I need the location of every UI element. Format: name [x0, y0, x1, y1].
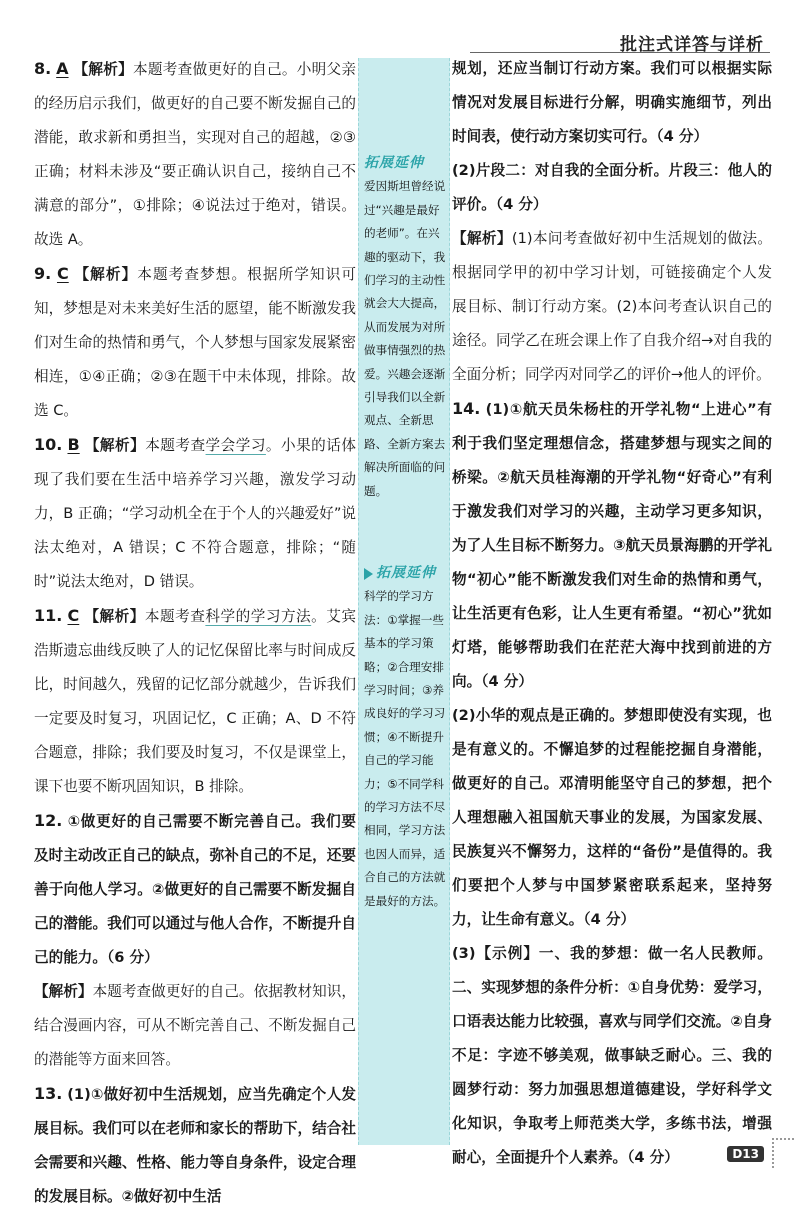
analysis-text: 本题考查做更好的自己。依据教材知识，结合漫画内容，可从不断完善自己、不断发掘自己的潜能等方面来回答。 — [34, 983, 356, 1068]
analysis-text: 本题考查 — [145, 437, 206, 454]
answer-text: (1)①航天员朱杨柱的开学礼物“上进心”有利于我们坚定理想信念，搭建梦想与现实之间的桥梁。②航天员桂海潮的开学礼物“好奇心”有利于激发我们对学习的兴趣，主动学习更多知识，为了人生目标不断努力。③航天员景海鹏的开学礼物“初心”能不断激发我们对生命的热情和勇气，让生活更有色彩，让人生更有希望。“初心”犹如灯塔，能够帮助我们在茫茫大海中找到前进的方向。 — [452, 401, 772, 690]
score: （6 分） — [106, 949, 159, 966]
extension-box-1 — [364, 152, 446, 503]
analysis-tag: 【解析】 — [84, 437, 146, 454]
analysis-text: 本题考查做更好的自己。小明父亲的经历启示我们，做更好的自己要不断发掘自己的潜能，敢求新和勇担当，实现对自己的超越，②③正确；材料未涉及“要正确认识自己，接纳自己不满意的部分”，①排除；④说法过于绝对，错误。故选 A。 — [34, 61, 356, 248]
answer-text: (1)①做好初中生活规划，应当先确定个人发展目标。我们可以在老师和家长的帮助下，结合社会需要和兴趣、性格、能力等自身条件，设定合理的发展目标。②做好初中生活 — [34, 1086, 356, 1205]
page-number: D13 — [727, 1146, 764, 1162]
extension-box-2 — [364, 562, 446, 913]
analysis-text: 。小果的话体现了我们要在生活中培养学习兴趣，激发学习动力，B 正确；“学习动机全在于个人的兴趣爱好”说法太绝对，A 错误；C 不符合题意，排除；“随时”说法太绝对，D 错误。 — [34, 437, 356, 590]
score: （4 分） — [495, 196, 548, 213]
answer-text: (2)小华的观点是正确的。梦想即使没有实现，也是有意义的。不懈追梦的过程能挖掘自身潜能，做更好的自己。邓清明能坚守自己的梦想，把个人理想融入祖国航天事业的发展，为国家发展、民族复兴不懈努力，这样的“备份”是值得的。我们要把个人梦与中国梦紧密联系起来，坚持努力，让生命有意义。 — [452, 707, 772, 928]
analysis-text: 。艾宾浩斯遗忘曲线反映了人的记忆保留比率与时间成反比，时间越久，残留的记忆部分就越少，告诉我们一定要及时复习，巩固记忆，C 正确；A、D 不符合题意，排除；我们要及时复习，不仅是课堂上，课下也要不断巩固知识，B 排除。 — [34, 608, 356, 795]
question-13-continued — [452, 52, 772, 392]
answer-text: 规划，还应当制订行动方案。我们可以根据实际情况对发展目标进行分解，明确实施细节，列出时间表，使行动方案切实可行。 — [452, 60, 772, 145]
answer-letter: B — [67, 435, 80, 454]
right-column — [452, 52, 772, 1175]
analysis-tag: 【解析】 — [74, 266, 138, 283]
left-column — [34, 52, 356, 1214]
question-number: 8. — [34, 59, 52, 78]
extension-title: 拓展延伸 — [364, 562, 446, 585]
question-number: 14. — [452, 399, 481, 418]
question-number: 10. — [34, 435, 63, 454]
key-point: 学会学习 — [205, 437, 266, 454]
score: （4 分） — [481, 673, 533, 690]
analysis-text: 本题考查 — [144, 608, 206, 625]
question-number: 9. — [34, 264, 52, 283]
score: （4 分） — [627, 1149, 679, 1166]
question-11 — [34, 599, 356, 804]
answer-text: (2)片段二：对自我的全面分析。片段三：他人的评价。 — [452, 162, 772, 213]
answer-letter: A — [56, 59, 69, 78]
analysis-tag: 【解析】 — [84, 608, 145, 625]
question-13 — [34, 1077, 356, 1214]
answer-letter: C — [56, 264, 69, 283]
extension-text: 科学的学习方法：①掌握一些基本的学习策略；②合理安排学习时间；③养成良好的学习习惯；④不断提升自己的学习能力；⑤不同学科的学习方法不尽相同，学习方法也因人而异，适合自己的方法就是最好的方法。 — [364, 589, 446, 908]
question-number: 11. — [34, 606, 63, 625]
corner-decoration — [772, 1138, 794, 1168]
triangle-icon — [364, 568, 373, 580]
answer-text: ①做更好的自己需要不断完善自己。我们要及时主动改正自己的缺点，弥补自己的不足，还要善于向他人学习。②做更好的自己需要不断发掘自己的潜能。我们可以通过与他人合作，不断提升自己的能力。 — [34, 813, 356, 966]
answer-letter: C — [67, 606, 80, 625]
question-number: 13. — [34, 1084, 63, 1103]
score: （4 分） — [656, 128, 709, 145]
question-14 — [452, 392, 772, 1175]
extension-text: 爱因斯坦曾经说过“兴趣是最好的老师”。在兴趣的驱动下，我们学习的主动性就会大大提高，从而发展为对所做事情强烈的热爱。兴趣会逐渐引导我们以全新观点、全新思路、全新方案去解决所面临的问题。 — [364, 179, 446, 498]
analysis-tag: 【解析】 — [34, 983, 93, 1000]
key-point: 科学的学习方法 — [205, 608, 312, 625]
question-10 — [34, 428, 356, 599]
analysis-text: (1)本问考查做好初中生活规划的做法。根据同学甲的初中学习计划，可链接确定个人发展目标、制订行动方案。(2)本问考查认识自己的途径。同学乙在班会课上作了自我介绍→对自我的全面分析；同学丙对同学乙的评价→他人的评价。 — [452, 230, 772, 383]
analysis-text: 本题考查梦想。根据所学知识可知，梦想是对未来美好生活的愿望，能不断激发我们对生命的热情和勇气，个人梦想与国家发展紧密相连，①④正确；②③在题干中未体现，排除。故选 C。 — [34, 266, 356, 419]
header-title: 批注式详答与详析 — [620, 35, 764, 55]
extension-title: 拓展延伸 — [364, 155, 424, 171]
question-9 — [34, 257, 356, 428]
analysis-tag: 【解析】 — [452, 230, 512, 247]
analysis-tag: 【解析】 — [73, 61, 134, 78]
score: （4 分） — [583, 911, 636, 928]
question-12 — [34, 804, 356, 1077]
question-number: 12. — [34, 811, 63, 830]
question-8 — [34, 52, 356, 257]
answer-text: (3)【示例】一、我的梦想：做一名人民教师。二、实现梦想的条件分析：①自身优势：爱学习，口语表达能力比较强，喜欢与同学们交流。②自身不足：字迹不够美观，做事缺乏耐心。三、我的圆梦行动：努力加强思想道德建设，学好科学文化知识，争取考上师范类大学，多练书法，增强耐心，全面提升个人素养。 — [452, 945, 772, 1166]
